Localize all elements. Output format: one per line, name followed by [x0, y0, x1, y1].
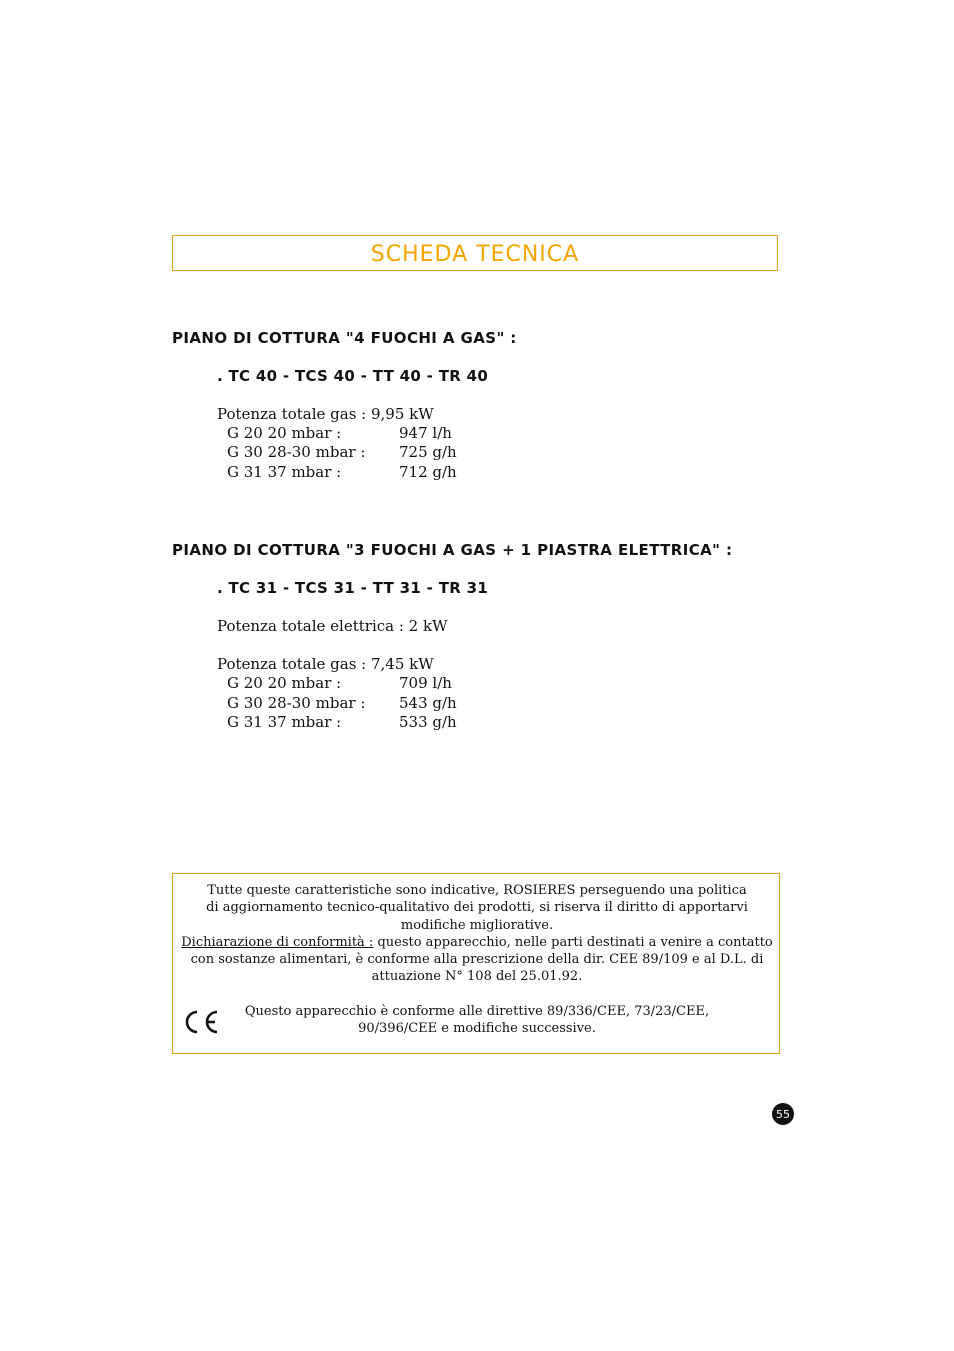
notice-line: con sostanze alimentari, è conforme alla prescrizione della dir. CEE 89/109 e al D.L. di	[190, 952, 764, 968]
gas-row-value: 725 g/h	[399, 443, 457, 461]
gas-row-value: 533 g/h	[399, 713, 457, 731]
notice-line: Tutte queste caratteristiche sono indicative, ROSIERES perseguendo una politica	[207, 883, 747, 898]
notice-line: di aggiornamento tecnico-qualitativo dei prodotti, si riserva il diritto di apportarvi	[206, 900, 748, 916]
conformity-label: Dichiarazione di conformità :	[181, 934, 374, 950]
gas-row-label: G 20 20 mbar :	[227, 424, 342, 442]
section-2-gas-total: Potenza totale gas : 7,45 kW	[217, 655, 434, 673]
notice-box	[172, 873, 780, 1054]
page-title: SCHEDA TECNICA	[370, 241, 580, 267]
gas-row-label: G 31 37 mbar :	[227, 713, 342, 731]
gas-row-label: G 20 20 mbar :	[227, 674, 342, 692]
ce-line: Questo apparecchio è conforme alle direttive 89/336/CEE, 73/23/CEE,	[244, 1004, 710, 1019]
gas-row-label: G 30 28-30 mbar :	[227, 443, 366, 461]
section-1-heading: PIANO DI COTTURA "4 FUOCHI A GAS" :	[172, 329, 517, 347]
notice-text	[173, 882, 781, 986]
conformity-line	[173, 934, 781, 951]
ce-line: 90/396/CEE e modifiche successive.	[358, 1021, 596, 1037]
notice-line: modifiche migliorative.	[400, 917, 554, 933]
gas-row-value: 709 l/h	[399, 674, 452, 692]
section-2-models: . TC 31 - TCS 31 - TT 31 - TR 31	[217, 579, 489, 597]
section-2-electric-total: Potenza totale elettrica : 2 kW	[217, 617, 448, 635]
section-1-models: . TC 40 - TCS 40 - TT 40 - TR 40	[217, 367, 489, 385]
notice-line: attuazione N° 108 del 25.01.92.	[371, 969, 583, 985]
title-box	[172, 235, 778, 271]
gas-row-label: G 30 28-30 mbar :	[227, 694, 366, 712]
section-2-heading: PIANO DI COTTURA "3 FUOCHI A GAS + 1 PIASTRA ELETTRICA" :	[172, 541, 733, 559]
ce-text	[173, 1003, 781, 1038]
gas-row-value: 543 g/h	[399, 694, 457, 712]
gas-row-value: 947 l/h	[399, 424, 452, 442]
conformity-text: questo apparecchio, nelle parti destinati a venire a contatto	[373, 934, 773, 950]
gas-row-label: G 31 37 mbar :	[227, 463, 342, 481]
page-number: 55	[772, 1103, 794, 1125]
gas-row-value: 712 g/h	[399, 463, 457, 481]
section-1-gas-total: Potenza totale gas : 9,95 kW	[217, 405, 434, 423]
